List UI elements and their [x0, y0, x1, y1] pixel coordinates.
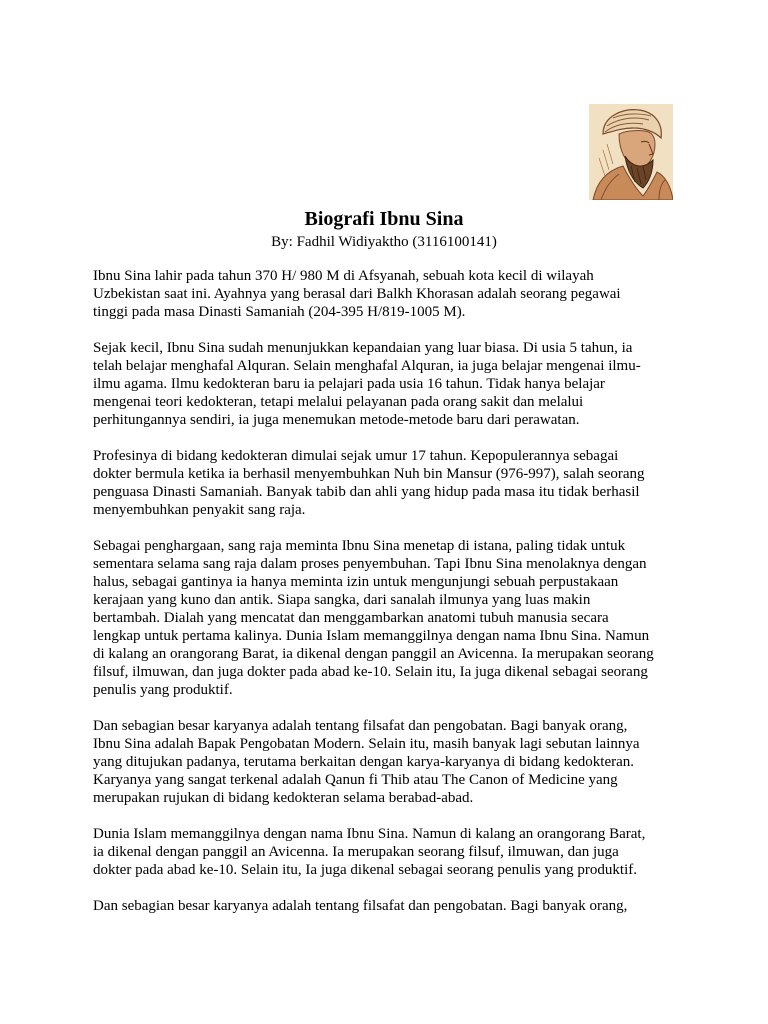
paragraph-line: Uzbekistan saat ini. Ayahnya yang berasal dari Balkh Khorasan adalah seorang pegawai	[93, 286, 621, 302]
paragraph-line: Ibnu Sina lahir pada tahun 370 H/ 980 M di Afsyanah, sebuah kota kecil di wilayah	[93, 268, 594, 284]
body-paragraph	[93, 717, 683, 807]
paragraph-line: Karyanya yang sangat terkenal adalah Qanun fi Thib atau The Canon of Medicine yang	[93, 772, 618, 788]
paragraph-line: Sebagai penghargaan, sang raja meminta Ibnu Sina menetap di istana, paling tidak untuk	[93, 538, 626, 554]
paragraph-line: kerajaan yang kuno dan antik. Siapa sangka, dari sanalah ilmunya yang luas makin	[93, 592, 591, 608]
paragraph-line: mengenai teori kedokteran, tetapi melalui pelayanan pada orang sakit dan melalui	[93, 394, 584, 410]
paragraph-line: merupakan rujukan di bidang kedokteran selama berabad-abad.	[93, 790, 474, 806]
paragraph-line: dokter pada abad ke-10. Selain itu, Ia juga dikenal sebagai seorang penulis yang produktif.	[93, 862, 637, 878]
paragraph-line: sementara selama sang raja dalam proses penyembuhan. Tapi Ibnu Sina menolaknya dengan	[93, 556, 647, 572]
paragraph-line: penguasa Dinasti Samaniah. Banyak tabib dan ahli yang hidup pada masa itu tidak berhasil	[93, 484, 640, 500]
paragraph-line: di kalang an orangorang Barat, ia dikenal dengan panggil an Avicenna. Ia merupakan seorang	[93, 646, 654, 662]
paragraph-line: Dan sebagian besar karyanya adalah tentang filsafat dan pengobatan. Bagi banyak orang,	[93, 898, 628, 914]
paragraph-line: Ibnu Sina adalah Bapak Pengobatan Modern. Selain itu, masih banyak lagi sebutan lainnya	[93, 736, 640, 752]
paragraph-line: menyembuhkan penyakit sang raja.	[93, 502, 306, 518]
portrait-drawing	[589, 104, 673, 200]
document-body	[93, 267, 683, 933]
ibnu-sina-portrait-icon	[589, 104, 673, 200]
document-byline: By: Fadhil Widiyaktho (3116100141)	[271, 234, 497, 250]
paragraph-line: Dan sebagian besar karyanya adalah tentang filsafat dan pengobatan. Bagi banyak orang,	[93, 718, 628, 734]
paragraph-line: perhitungannya sendiri, ia juga menemukan metode-metode baru dari perawatan.	[93, 412, 580, 428]
paragraph-line: halus, sebagai gantinya ia hanya meminta izin untuk mengunjungi sebuah perpustakaan	[93, 574, 619, 590]
paragraph-line: ilmu agama. Ilmu kedokteran baru ia pelajari pada usia 16 tahun. Tidak hanya belajar	[93, 376, 605, 392]
paragraph-line: lengkap untuk pertama kalinya. Dunia Islam memanggilnya dengan nama Ibnu Sina. Namun	[93, 628, 650, 644]
paragraph-line: dokter bermula ketika ia berhasil menyembuhkan Nuh bin Mansur (976-997), salah seorang	[93, 466, 645, 482]
body-paragraph	[93, 897, 683, 915]
paragraph-line: Profesinya di bidang kedokteran dimulai sejak umur 17 tahun. Kepopulerannya sebagai	[93, 448, 619, 464]
body-paragraph	[93, 537, 683, 699]
document-title: Biografi Ibnu Sina	[304, 208, 464, 230]
paragraph-line: bertambah. Dialah yang mencatat dan menggambarkan anatomi tubuh manusia secara	[93, 610, 609, 626]
body-paragraph	[93, 825, 683, 879]
paragraph-line: ia dikenal dengan panggil an Avicenna. Ia merupakan seorang filsuf, ilmuwan, dan juga	[93, 844, 619, 860]
paragraph-line: Dunia Islam memanggilnya dengan nama Ibnu Sina. Namun di kalang an orangorang Barat,	[93, 826, 646, 842]
paragraph-line: filsuf, ilmuwan, dan juga dokter pada abad ke-10. Selain itu, Ia juga dikenal sebagai seorang	[93, 664, 648, 680]
paragraph-line: penulis yang produktif.	[93, 682, 233, 698]
body-paragraph	[93, 339, 683, 429]
paragraph-line: tinggi pada masa Dinasti Samaniah (204-395 H/819-1005 M).	[93, 304, 466, 320]
paragraph-line: Sejak kecil, Ibnu Sina sudah menunjukkan kepandaian yang luar biasa. Di usia 5 tahun, ia	[93, 340, 633, 356]
body-paragraph	[93, 447, 683, 519]
paragraph-line: telah belajar menghafal Alquran. Selain menghafal Alquran, ia juga belajar mengenai ilmu-	[93, 358, 641, 374]
paragraph-line: yang ditujukan padanya, terutama berkaitan dengan karya-karyanya di bidang kedokteran.	[93, 754, 635, 770]
body-paragraph	[93, 267, 683, 321]
